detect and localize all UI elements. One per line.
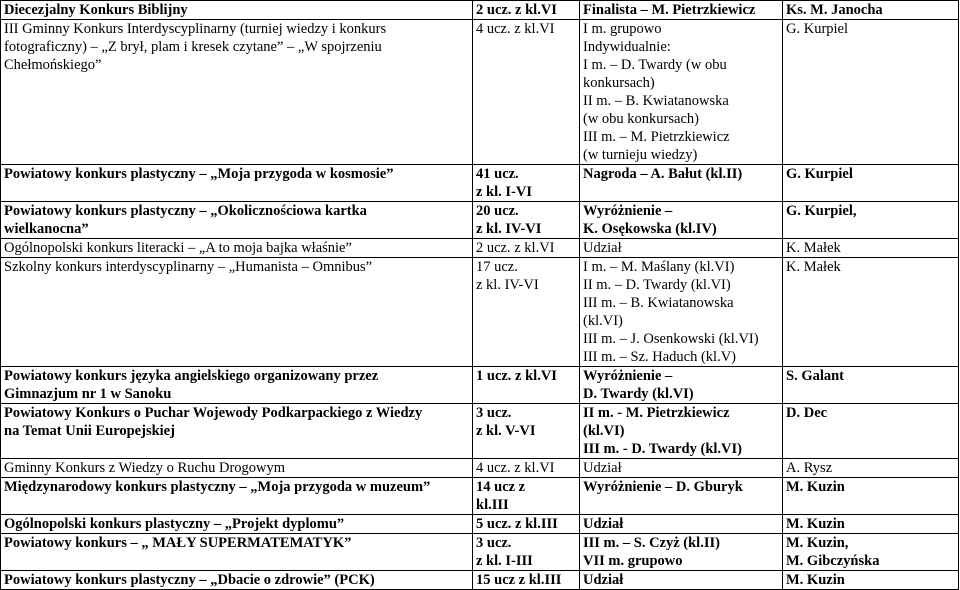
teacher-cell: G. Kurpiel (783, 20, 959, 165)
result-cell: Udział (580, 239, 783, 258)
participants-cell: 20 ucz. z kl. IV-VI (473, 202, 580, 239)
competition-cell: Szkolny konkurs interdyscyplinarny – „Humanista – Omnibus” (1, 258, 473, 367)
competition-cell: Gminny Konkurs z Wiedzy o Ruchu Drogowym (1, 459, 473, 478)
teacher-cell: M. Kuzin, M. Gibczyńska (783, 534, 959, 571)
competition-cell: Powiatowy Konkurs o Puchar Wojewody Podkarpackiego z Wiedzy na Temat Unii Europejskiej (1, 404, 473, 459)
teacher-cell: K. Małek (783, 239, 959, 258)
teacher-cell: A. Rysz (783, 459, 959, 478)
participants-cell: 2 ucz. z kl.VI (473, 1, 580, 20)
teacher-cell: Ks. M. Janocha (783, 1, 959, 20)
teacher-cell: G. Kurpiel (783, 165, 959, 202)
table-row (1, 20, 959, 165)
result-cell: Udział (580, 459, 783, 478)
competition-cell: Ogólnopolski konkurs literacki – „A to moja bajka właśnie” (1, 239, 473, 258)
table-row (1, 459, 959, 478)
teacher-cell: S. Galant (783, 367, 959, 404)
teacher-cell: M. Kuzin (783, 571, 959, 590)
participants-cell: 17 ucz. z kl. IV-VI (473, 258, 580, 367)
competition-cell: Powiatowy konkurs plastyczny – „Dbacie o zdrowie” (PCK) (1, 571, 473, 590)
table-row (1, 367, 959, 404)
table-row (1, 165, 959, 202)
teacher-cell: D. Dec (783, 404, 959, 459)
result-cell: Finalista – M. Pietrzkiewicz (580, 1, 783, 20)
participants-cell: 2 ucz. z kl.VI (473, 239, 580, 258)
teacher-cell: K. Małek (783, 258, 959, 367)
participants-cell: 5 ucz. z kl.III (473, 515, 580, 534)
table-row (1, 202, 959, 239)
table-body (1, 1, 959, 590)
participants-cell: 4 ucz. z kl.VI (473, 459, 580, 478)
competition-cell: Diecezjalny Konkurs Biblijny (1, 1, 473, 20)
table-row (1, 239, 959, 258)
result-cell: Wyróżnienie – D. Gburyk (580, 478, 783, 515)
teacher-cell: M. Kuzin (783, 478, 959, 515)
competition-cell: Powiatowy konkurs plastyczny – „Moja przygoda w kosmosie” (1, 165, 473, 202)
result-cell: I m. grupowo Indywidualnie: I m. – D. Twardy (w obu konkursach) II m. – B. Kwiatanowska (w obu konkursach) III m. – M. Pietrzkiewicz (w turnieju wiedzy) (580, 20, 783, 165)
result-cell: Wyróżnienie – D. Twardy (kl.VI) (580, 367, 783, 404)
competition-cell: Powiatowy konkurs – „ MAŁY SUPERMATEMATYK” (1, 534, 473, 571)
participants-cell: 3 ucz. z kl. I-III (473, 534, 580, 571)
table-row (1, 534, 959, 571)
competition-cell: Międzynarodowy konkurs plastyczny – „Moja przygoda w muzeum” (1, 478, 473, 515)
participants-cell: 41 ucz. z kl. I-VI (473, 165, 580, 202)
result-cell: III m. – S. Czyż (kl.II) VII m. grupowo (580, 534, 783, 571)
participants-cell: 3 ucz. z kl. V-VI (473, 404, 580, 459)
result-cell: I m. – M. Maślany (kl.VI) II m. – D. Twardy (kl.VI) III m. – B. Kwiatanowska (kl.VI) III m. – J. Osenkowski (kl.VI) III m. – Sz. Haduch (kl.V) (580, 258, 783, 367)
participants-cell: 1 ucz. z kl.VI (473, 367, 580, 404)
participants-cell: 15 ucz z kl.III (473, 571, 580, 590)
competition-cell: III Gminny Konkurs Interdyscyplinarny (turniej wiedzy i konkurs fotograficzny) – „Z brył, plam i kresek czytane” – „W spojrzeniu Chełmońskiego” (1, 20, 473, 165)
result-cell: Udział (580, 571, 783, 590)
table-row (1, 515, 959, 534)
table-row (1, 404, 959, 459)
table-row (1, 478, 959, 515)
table-row (1, 258, 959, 367)
result-cell: II m. - M. Pietrzkiewicz (kl.VI) III m. - D. Twardy (kl.VI) (580, 404, 783, 459)
competition-cell: Ogólnopolski konkurs plastyczny – „Projekt dyplomu” (1, 515, 473, 534)
result-cell: Nagroda – A. Bałut (kl.II) (580, 165, 783, 202)
competition-cell: Powiatowy konkurs plastyczny – „Okolicznościowa kartka wielkanocna” (1, 202, 473, 239)
result-cell: Wyróżnienie – K. Osękowska (kl.IV) (580, 202, 783, 239)
table-row (1, 1, 959, 20)
teacher-cell: G. Kurpiel, (783, 202, 959, 239)
participants-cell: 4 ucz. z kl.VI (473, 20, 580, 165)
result-cell: Udział (580, 515, 783, 534)
participants-cell: 14 ucz z kl.III (473, 478, 580, 515)
teacher-cell: M. Kuzin (783, 515, 959, 534)
competition-cell: Powiatowy konkurs języka angielskiego organizowany przez Gimnazjum nr 1 w Sanoku (1, 367, 473, 404)
table-row (1, 571, 959, 590)
